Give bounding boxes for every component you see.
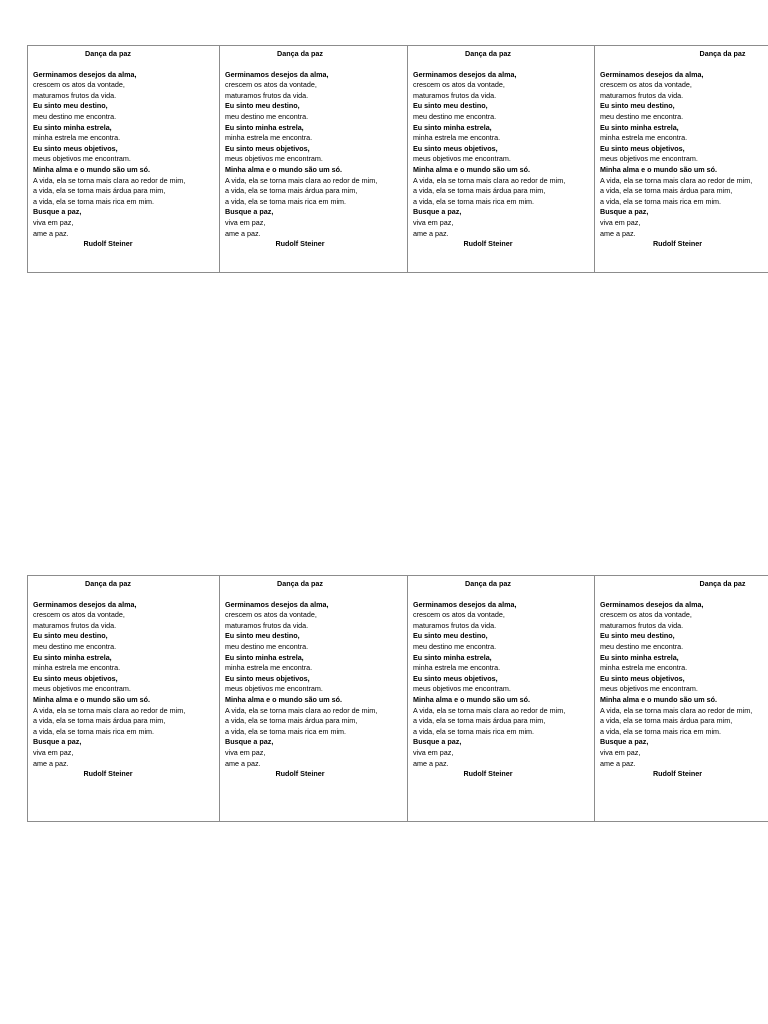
poem-line: meu destino me encontra. [33,111,117,121]
poem-card [28,576,220,821]
poem-line: meu destino me encontra. [33,641,117,651]
poem-lines [33,600,219,770]
poem-line: Eu sinto meu destino, [225,101,300,111]
poem-line: Eu sinto meus objetivos, [225,143,310,153]
poem-line: A vida, ela se torna mais clara ao redor de mim, [33,175,186,185]
poem-line: Eu sinto meu destino, [600,101,675,111]
poem-line: meu destino me encontra. [600,111,684,121]
poem-line: minha estrela me encontra. [225,663,313,673]
poem-line: Eu sinto meus objetivos, [413,673,498,683]
poem-line: Busque a paz, [413,207,462,217]
poem-line: Germinamos desejos da alma, [33,69,137,79]
poem-line: crescem os atos da vontade, [225,610,317,620]
poem-line: crescem os atos da vontade, [33,610,125,620]
poem-line: A vida, ela se torna mais clara ao redor de mim, [225,175,378,185]
poem-lines [33,70,219,240]
poem-line: crescem os atos da vontade, [600,610,692,620]
poem-title: Dança da paz [277,49,323,58]
poem-line: meus objetivos me encontram. [33,154,131,164]
poem-line: Busque a paz, [33,207,82,217]
poem-line: meus objetivos me encontram. [33,684,131,694]
poem-line: minha estrela me encontra. [413,663,501,673]
poem-title: Dança da paz [699,49,746,58]
poem-line: viva em paz, [413,217,454,227]
poem-line: Germinamos desejos da alma, [33,599,137,609]
poem-line: crescem os atos da vontade, [413,80,505,90]
poem-line: Busque a paz, [413,737,462,747]
poem-line: Eu sinto meus objetivos, [225,673,310,683]
poem-author: Rudolf Steiner [83,239,133,249]
poem-line: a vida, ela se torna mais árdua para mim, [33,716,166,726]
poem-line: Minha alma e o mundo são um só. [413,164,531,174]
poem-card [408,46,595,272]
poem-line: Busque a paz, [225,737,274,747]
poem-line: Minha alma e o mundo são um só. [225,694,343,704]
poem-card [28,46,220,272]
poem-line: minha estrela me encontra. [600,663,688,673]
poem-author: Rudolf Steiner [652,769,703,779]
poem-title: Dança da paz [85,49,131,58]
poem-lines [413,70,594,240]
poem-line: Germinamos desejos da alma, [413,599,517,609]
poem-line: a vida, ela se torna mais rica em mim. [33,196,155,206]
poem-line: Minha alma e o mundo são um só. [33,164,151,174]
poem-line: viva em paz, [225,217,266,227]
poem-line: Eu sinto meu destino, [225,631,300,641]
poem-line: A vida, ela se torna mais clara ao redor de mim, [413,175,566,185]
poem-line: a vida, ela se torna mais rica em mim. [33,726,155,736]
poem-author: Rudolf Steiner [463,239,513,249]
poem-line: A vida, ela se torna mais clara ao redor de mim, [225,705,378,715]
poem-line: Germinamos desejos da alma, [600,69,704,79]
poem-line: Eu sinto minha estrela, [33,652,112,662]
poem-line: A vida, ela se torna mais clara ao redor de mim, [600,705,753,715]
poem-line: ame a paz. [600,758,636,768]
poem-line: a vida, ela se torna mais rica em mim. [600,196,722,206]
poem-line: Minha alma e o mundo são um só. [600,164,718,174]
poem-line: Eu sinto minha estrela, [225,652,304,662]
poem-line: minha estrela me encontra. [225,133,313,143]
poem-line: meu destino me encontra. [413,641,497,651]
poem-line: ame a paz. [413,758,449,768]
poem-line: a vida, ela se torna mais rica em mim. [413,196,535,206]
poem-line: Minha alma e o mundo são um só. [413,694,531,704]
poem-title: Dança da paz [465,579,511,588]
poem-title: Dança da paz [277,579,323,588]
poem-line: Eu sinto minha estrela, [413,122,492,132]
poem-line: Eu sinto meus objetivos, [600,143,685,153]
poem-lines [600,600,768,770]
poem-line: meu destino me encontra. [413,111,497,121]
poem-line: Germinamos desejos da alma, [225,599,329,609]
poem-title: Dança da paz [699,579,746,588]
poem-line: ame a paz. [225,228,261,238]
poem-lines [225,70,407,240]
poem-line: Germinamos desejos da alma, [225,69,329,79]
poem-line: minha estrela me encontra. [600,133,688,143]
poem-lines [413,600,594,770]
poem-line: maturamos frutos da vida. [600,90,684,100]
poem-line: a vida, ela se torna mais árdua para mim, [413,186,546,196]
poem-line: a vida, ela se torna mais rica em mim. [600,726,722,736]
poem-line: a vida, ela se torna mais árdua para mim, [600,186,733,196]
poem-lines [600,70,768,240]
poem-line: Busque a paz, [600,737,649,747]
poem-line: Eu sinto meus objetivos, [33,673,118,683]
poem-line: maturamos frutos da vida. [33,620,117,630]
poem-author: Rudolf Steiner [463,769,513,779]
poem-line: maturamos frutos da vida. [225,90,309,100]
poem-line: a vida, ela se torna mais rica em mim. [413,726,535,736]
poem-line: Eu sinto meu destino, [413,631,488,641]
poem-card [595,576,768,821]
poem-line: a vida, ela se torna mais árdua para mim, [413,716,546,726]
poem-line: viva em paz, [600,747,641,757]
poem-line: viva em paz, [33,747,74,757]
poem-line: Eu sinto meu destino, [33,101,108,111]
poem-line: maturamos frutos da vida. [225,620,309,630]
poem-line: crescem os atos da vontade, [413,610,505,620]
poem-line: Eu sinto meus objetivos, [600,673,685,683]
poem-line: minha estrela me encontra. [33,663,121,673]
poem-line: Minha alma e o mundo são um só. [225,164,343,174]
poem-line: Eu sinto minha estrela, [600,122,679,132]
poem-line: Eu sinto meus objetivos, [413,143,498,153]
poem-line: ame a paz. [600,228,636,238]
poem-line: Minha alma e o mundo são um só. [33,694,151,704]
poem-line: viva em paz, [600,217,641,227]
card-row-bottom [27,575,768,822]
poem-line: minha estrela me encontra. [33,133,121,143]
poem-line: A vida, ela se torna mais clara ao redor de mim, [600,175,753,185]
poem-line: meu destino me encontra. [225,641,309,651]
poem-line: Busque a paz, [33,737,82,747]
poem-line: Eu sinto minha estrela, [413,652,492,662]
poem-card [220,576,408,821]
poem-line: minha estrela me encontra. [413,133,501,143]
poem-author: Rudolf Steiner [83,769,133,779]
poem-title: Dança da paz [85,579,131,588]
poem-line: crescem os atos da vontade, [600,80,692,90]
card-row-top [27,45,768,273]
poem-line: a vida, ela se torna mais árdua para mim, [600,716,733,726]
poem-line: a vida, ela se torna mais árdua para mim, [33,186,166,196]
poem-line: crescem os atos da vontade, [33,80,125,90]
poem-line: viva em paz, [413,747,454,757]
poem-line: meus objetivos me encontram. [413,154,511,164]
poem-line: ame a paz. [225,758,261,768]
poem-line: maturamos frutos da vida. [33,90,117,100]
poem-line: a vida, ela se torna mais árdua para mim, [225,716,358,726]
poem-line: Eu sinto minha estrela, [225,122,304,132]
poem-author: Rudolf Steiner [275,769,325,779]
poem-lines [225,600,407,770]
poem-line: ame a paz. [33,228,69,238]
poem-line: ame a paz. [413,228,449,238]
poem-line: maturamos frutos da vida. [413,620,497,630]
poem-line: meus objetivos me encontram. [225,684,323,694]
poem-author: Rudolf Steiner [275,239,325,249]
poem-line: Minha alma e o mundo são um só. [600,694,718,704]
poem-card [220,46,408,272]
poem-line: meus objetivos me encontram. [413,684,511,694]
poem-line: crescem os atos da vontade, [225,80,317,90]
poem-line: Busque a paz, [600,207,649,217]
poem-line: a vida, ela se torna mais árdua para mim, [225,186,358,196]
poem-line: Germinamos desejos da alma, [413,69,517,79]
poem-line: Eu sinto minha estrela, [600,652,679,662]
poem-title: Dança da paz [465,49,511,58]
poem-line: maturamos frutos da vida. [600,620,684,630]
poem-line: Eu sinto meu destino, [33,631,108,641]
poem-line: meu destino me encontra. [225,111,309,121]
poem-card [595,46,768,272]
poem-line: meus objetivos me encontram. [600,684,698,694]
poem-line: ame a paz. [33,758,69,768]
poem-line: Eu sinto meu destino, [600,631,675,641]
poem-line: Eu sinto meus objetivos, [33,143,118,153]
poem-line: viva em paz, [33,217,74,227]
poem-line: A vida, ela se torna mais clara ao redor de mim, [33,705,186,715]
poem-line: maturamos frutos da vida. [413,90,497,100]
poem-author: Rudolf Steiner [652,239,703,249]
poem-line: Germinamos desejos da alma, [600,599,704,609]
poem-line: meus objetivos me encontram. [600,154,698,164]
poem-line: Eu sinto meu destino, [413,101,488,111]
poem-line: A vida, ela se torna mais clara ao redor de mim, [413,705,566,715]
poem-line: a vida, ela se torna mais rica em mim. [225,726,347,736]
poem-line: Busque a paz, [225,207,274,217]
poem-line: meu destino me encontra. [600,641,684,651]
poem-line: a vida, ela se torna mais rica em mim. [225,196,347,206]
poem-card [408,576,595,821]
poem-line: meus objetivos me encontram. [225,154,323,164]
poem-line: viva em paz, [225,747,266,757]
poem-line: Eu sinto minha estrela, [33,122,112,132]
